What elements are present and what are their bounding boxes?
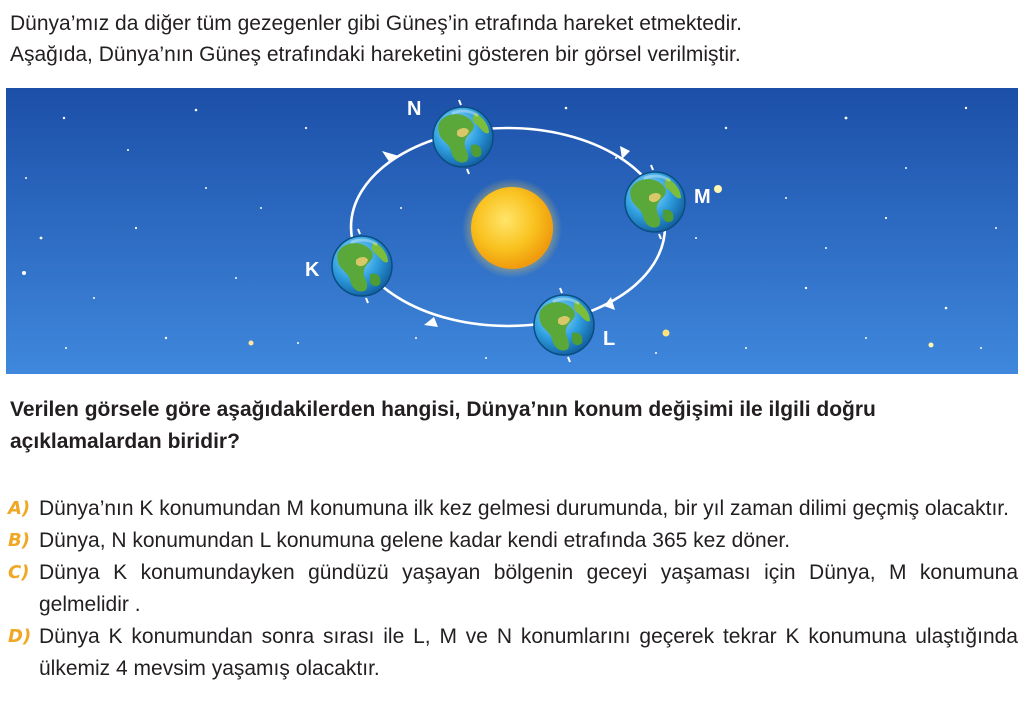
option-a-letter: A) bbox=[8, 498, 31, 519]
option-b-letter: B) bbox=[8, 530, 30, 551]
label-l: L bbox=[603, 328, 616, 350]
intro-text bbox=[10, 8, 1015, 70]
intro-line-1: Dünya’mız da diğer tüm gezegenler gibi Güneş’in etrafında hareket etmektedir. bbox=[10, 12, 742, 35]
option-c-text: Dünya K konumundayken gündüzü yaşayan bölgenin geceyi yaşaması için Dünya, M konumuna gelmelidir . bbox=[39, 561, 1018, 616]
option-c-letter: C) bbox=[8, 562, 30, 583]
option-c[interactable] bbox=[8, 557, 1018, 621]
answer-options bbox=[8, 493, 1018, 685]
option-d[interactable] bbox=[8, 621, 1018, 685]
option-d-letter: D) bbox=[8, 626, 32, 647]
option-a-text: Dünya’nın K konumundan M konumuna ilk kez gelmesi durumunda, bir yıl zaman dilimi geçmiş olacaktır. bbox=[39, 497, 1009, 520]
option-a[interactable] bbox=[8, 493, 1018, 525]
earth-orbit-figure bbox=[6, 88, 1018, 374]
option-d-text: Dünya K konumundan sonra sırası ile L, M ve N konumlarını geçerek tekrar K konumuna ulaştığında ülkemiz 4 mevsim yaşamış olacaktır. bbox=[39, 625, 1018, 680]
label-k: K bbox=[305, 259, 320, 281]
label-m: M bbox=[694, 186, 711, 208]
question-text: Verilen görsele göre aşağıdakilerden hangisi, Dünya’nın konum değişimi ile ilgili doğru açıklamalardan biridir? bbox=[10, 398, 876, 453]
option-b-text: Dünya, N konumundan L konumuna gelene kadar kendi etrafında 365 kez döner. bbox=[39, 529, 791, 552]
orbit-illustration bbox=[6, 88, 1018, 374]
sun bbox=[462, 178, 562, 278]
option-b[interactable] bbox=[8, 525, 1018, 557]
intro-line-2: Aşağıda, Dünya’nın Güneş etrafındaki hareketini gösteren bir görsel verilmiştir. bbox=[10, 43, 741, 66]
label-n: N bbox=[407, 98, 422, 120]
